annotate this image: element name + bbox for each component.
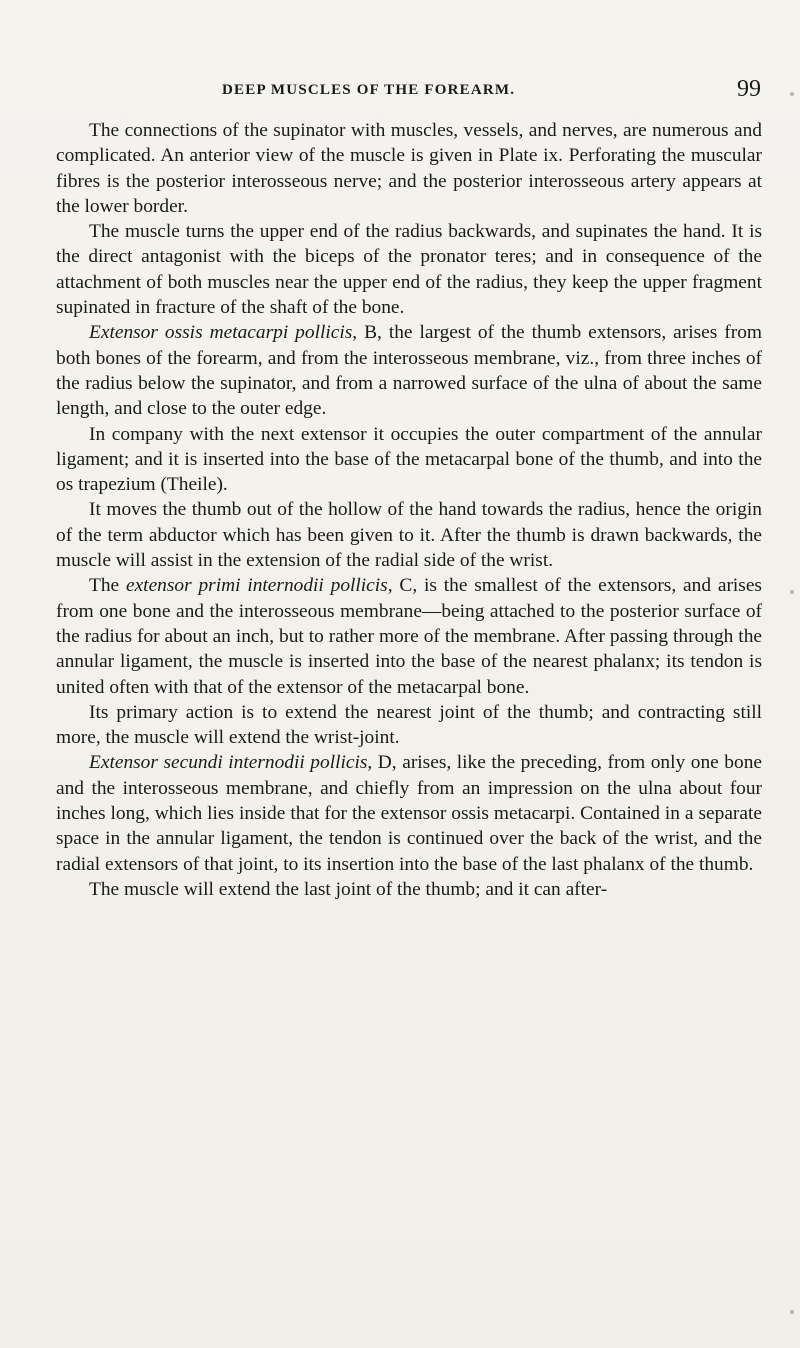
text-run: Its primary action is to extend the nearest joint of the thumb; and contracting still more, the muscle will extend the wrist-joint. (56, 701, 762, 749)
paragraph-last-joint (56, 877, 762, 902)
body-text (56, 118, 762, 902)
text-run: The (89, 575, 126, 597)
paper-speck (790, 590, 794, 594)
muscle-name: Extensor secundi internodii pollicis (89, 752, 368, 774)
paragraph-primary-action (56, 700, 762, 751)
paper-speck (790, 1310, 794, 1314)
running-title: DEEP MUSCLES OF THE FOREARM. (222, 82, 516, 98)
text-run: In company with the next extensor it occupies the outer compartment of the annular ligament; and it is inserted into the base of the metacarpal bone of the thumb, and into the os trapezium (Theile). (56, 423, 762, 496)
paragraph-extensor-secundi-internodii (56, 750, 762, 876)
paragraph-supinator-connections (56, 118, 762, 219)
paragraph-supinator-action (56, 219, 762, 320)
muscle-name: Extensor ossis metacarpi pollicis (89, 322, 353, 344)
muscle-name: extensor primi internodii pollicis (125, 575, 388, 597)
paragraph-abductor-action (56, 497, 762, 573)
page-number: 99 (737, 76, 761, 102)
text-run: The muscle turns the upper end of the radius backwards, and supinates the hand. It is the direct antagonist with the biceps of the pronator teres; and in consequence of the attachment of both muscles near the upper end of the radius, they keep the upper fragment supinated in fracture of the shaft of the bone. (56, 221, 762, 319)
paragraph-insertion (56, 422, 762, 498)
paper-speck (790, 92, 794, 96)
text-run: , C, is the smallest of the extensors, and arises from one bone and the interosseous membrane—being attached to the posterior surface of the radius for about an inch, but to rather more of the membrane. After passing through the annular ligament, the muscle is inserted into the base of the nearest phalanx; its tendon is united often with that of the extensor of the metacarpal bone. (56, 575, 762, 698)
paragraph-extensor-primi-internodii (56, 573, 762, 699)
paragraph-extensor-ossis-metacarpi (56, 320, 762, 421)
text-run: The connections of the supinator with muscles, vessels, and nerves, are numerous and complicated. An anterior view of the muscle is given in Plate ix. Perforating the muscular fibres is the posterior interosseous nerve; and the posterior interosseous artery appears at the lower border. (56, 120, 762, 217)
text-run: It moves the thumb out of the hollow of the hand towards the radius, hence the origin of the term abductor which has been given to it. After the thumb is drawn backwards, the muscle will assist in the extension of the radial side of the wrist. (56, 499, 762, 572)
running-head (0, 76, 800, 106)
text-run: , D, arises, like the preceding, from only one bone and the interosseous membrane, and chiefly from an impression on the ulna about four inches long, which lies inside that for the extensor ossis metacarpi. Contained in a separate space in the annular ligament, the tendon is continued over the back of the wrist, and the radial extensors of that joint, to its insertion into the base of the last phalanx of the thumb. (56, 752, 762, 875)
text-run: , B, the largest of the thumb extensors, arises from both bones of the forearm, and from the interosseous membrane, viz., from three inches of the radius below the supinator, and from a narrowed surface of the ulna of about the same length, and close to the outer edge. (56, 322, 762, 420)
text-run: The muscle will extend the last joint of the thumb; and it can after- (89, 878, 608, 900)
